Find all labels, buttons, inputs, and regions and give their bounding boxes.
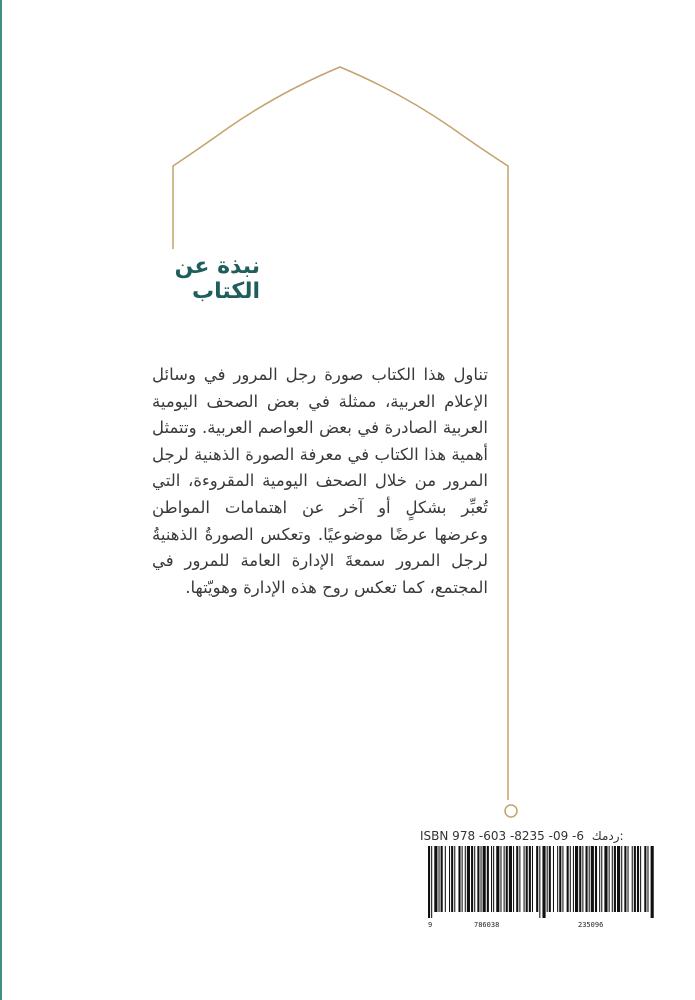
barcode-bar (458, 846, 460, 912)
barcode-bar (599, 846, 600, 912)
barcode-bar (481, 846, 482, 912)
barcode-bar (445, 846, 446, 912)
barcode-digits-left: 786038 (474, 921, 500, 929)
barcode-bar (637, 846, 639, 912)
barcode-bar (454, 846, 455, 912)
barcode-bar (477, 846, 479, 912)
barcode-bar (513, 846, 514, 912)
book-description: تناول هذا الكتاب صورة رجل المرور في وسائل الإعلام العربية، ممثلة في بعض الصحف اليومية العربية الصادرة في بعض العواصم العربية. وتتمثل أهمية هذا الكتاب في معرفة الصورة الذهنية لرجل المرور من خلال الصحف اليومية المقروءة، التي تُعبِّر بشكلٍ أو آخر عن اهتمامات المواطن وعرضها عرضًا موضوعيًا. وتعكس الصورةُ الذهنيةُ لرجل المرور سمعةَ الإدارة العامة للمرور في المجتمع، كما تعكس روح هذه الإدارة وهويّتها. (152, 365, 488, 597)
barcode-bar (628, 846, 629, 912)
barcode-bar (536, 846, 538, 912)
barcode-bar (579, 846, 581, 912)
barcode-bar (526, 846, 528, 912)
barcode-bar (434, 846, 437, 912)
barcode-bar (614, 846, 616, 912)
barcode-bar (532, 846, 533, 912)
barcode-bar (428, 846, 430, 918)
barcode-digits-right: 235096 (578, 921, 604, 929)
barcode-bar (431, 846, 432, 918)
barcode-bar (462, 846, 463, 912)
barcode-bar (609, 846, 610, 912)
barcode-bar (529, 846, 531, 912)
section-heading: نبذة عن الكتاب (174, 254, 260, 304)
barcode-bar (483, 846, 486, 912)
barcode-bar (474, 846, 475, 912)
barcode-bar (582, 846, 583, 912)
barcode-bar (493, 846, 494, 912)
barcode-bar (557, 846, 558, 912)
barcode-bar (449, 846, 450, 912)
barcode-bar (465, 846, 466, 912)
arch-end-circle (505, 805, 517, 817)
barcode-bar (439, 846, 440, 912)
barcode-bar (519, 846, 520, 912)
barcode-bar (549, 846, 551, 912)
barcode-bar (573, 846, 574, 912)
barcode-bar (451, 846, 453, 912)
barcode-bar (559, 846, 561, 912)
barcode (428, 846, 656, 918)
barcode-bar (504, 846, 505, 912)
barcode-bar (604, 846, 607, 912)
barcode-bar (647, 846, 648, 912)
barcode-bar (570, 846, 571, 912)
isbn-label: ردمك: (591, 829, 624, 843)
barcode-digit-lead: 9 (428, 921, 433, 929)
barcode-bar (589, 846, 590, 912)
barcode-bar (632, 846, 633, 912)
barcode-bar (591, 846, 594, 912)
isbn-number: ISBN 978 -603 -8235 -09 -6 (420, 829, 585, 843)
barcode-bar (516, 846, 518, 912)
isbn-line (420, 829, 670, 843)
barcode-bar (553, 846, 554, 912)
barcode-bar (601, 846, 602, 912)
barcode-bar (487, 846, 489, 912)
barcode-bar (621, 846, 622, 912)
barcode-bar (441, 846, 443, 912)
barcode-bar (467, 846, 470, 912)
barcode-bar (500, 846, 501, 912)
barcode-bar (542, 846, 545, 918)
barcode-bar (617, 846, 620, 912)
barcode-bar (586, 846, 588, 912)
barcode-bar (567, 846, 569, 912)
barcode-bar (640, 846, 641, 912)
barcode-digits (428, 921, 656, 931)
barcode-bar (509, 846, 512, 912)
barcode-bar (496, 846, 499, 912)
barcode-bar (575, 846, 578, 912)
barcode-bar (595, 846, 597, 912)
barcode-bar (471, 846, 473, 912)
barcode-bar (651, 846, 654, 918)
barcode-bar (644, 846, 646, 912)
barcode-bar (491, 846, 492, 912)
barcode-bar (506, 846, 508, 912)
barcode-bar (562, 846, 563, 912)
barcode-bar (539, 846, 540, 918)
barcode-bar (624, 846, 626, 912)
barcode-bar (547, 846, 548, 912)
barcode-bar (634, 846, 636, 912)
barcode-bar (524, 846, 525, 912)
barcode-bar (612, 846, 613, 912)
